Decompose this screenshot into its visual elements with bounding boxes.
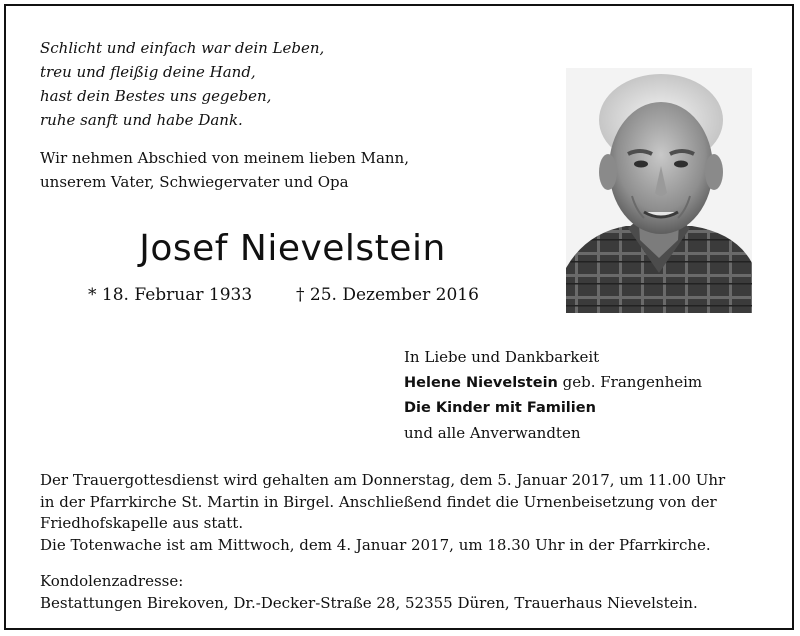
poem-line: treu und fleißig deine Hand,	[40, 63, 256, 81]
signoff-relatives: und alle Anverwandten	[404, 424, 581, 442]
death-date: † 25. Dezember 2016	[296, 285, 479, 305]
intro-line: Wir nehmen Abschied von meinem lieben Mann,	[40, 149, 409, 167]
signoff-greeting: In Liebe und Dankbarkeit	[404, 348, 600, 366]
poem-line: Schlicht und einfach war dein Leben,	[40, 39, 325, 57]
service-line: Friedhofskapelle aus statt.	[40, 514, 244, 532]
signoff-children: Die Kinder mit Familien	[404, 400, 596, 416]
service-line: in der Pfarrkirche St. Martin in Birgel. Anschließend findet die Urnenbeisetzung von der	[40, 492, 717, 511]
service-details	[40, 470, 725, 556]
signoff	[404, 345, 702, 446]
spouse-name: Helene Nievelstein	[404, 375, 558, 391]
service-line: Die Totenwache ist am Mittwoch, dem 4. Januar 2017, um 18.30 Uhr in der Pfarrkirche.	[40, 535, 711, 554]
address-value: Bestattungen Birekoven, Dr.-Decker-Straße 28, 52355 Düren, Trauerhaus Nievelstein.	[40, 593, 698, 612]
portrait-photo	[566, 68, 752, 313]
intro-line: unserem Vater, Schwiegervater und Opa	[40, 173, 349, 191]
intro-text	[40, 146, 409, 194]
spouse-suffix: geb. Frangenheim	[557, 373, 703, 391]
poem-line: ruhe sanft und habe Dank.	[40, 111, 243, 129]
signoff-spouse	[404, 370, 702, 396]
deceased-name: Josef Nievelstein	[139, 228, 446, 269]
poem	[40, 36, 324, 132]
service-line: Der Trauergottesdienst wird gehalten am Donnerstag, dem 5. Januar 2017, um 11.00 Uhr	[40, 471, 726, 489]
poem-line: hast dein Bestes uns gegeben,	[40, 87, 272, 105]
condolence-address	[40, 571, 698, 614]
address-label: Kondolenzadresse:	[40, 572, 184, 590]
birth-date: * 18. Februar 1933	[88, 285, 253, 305]
